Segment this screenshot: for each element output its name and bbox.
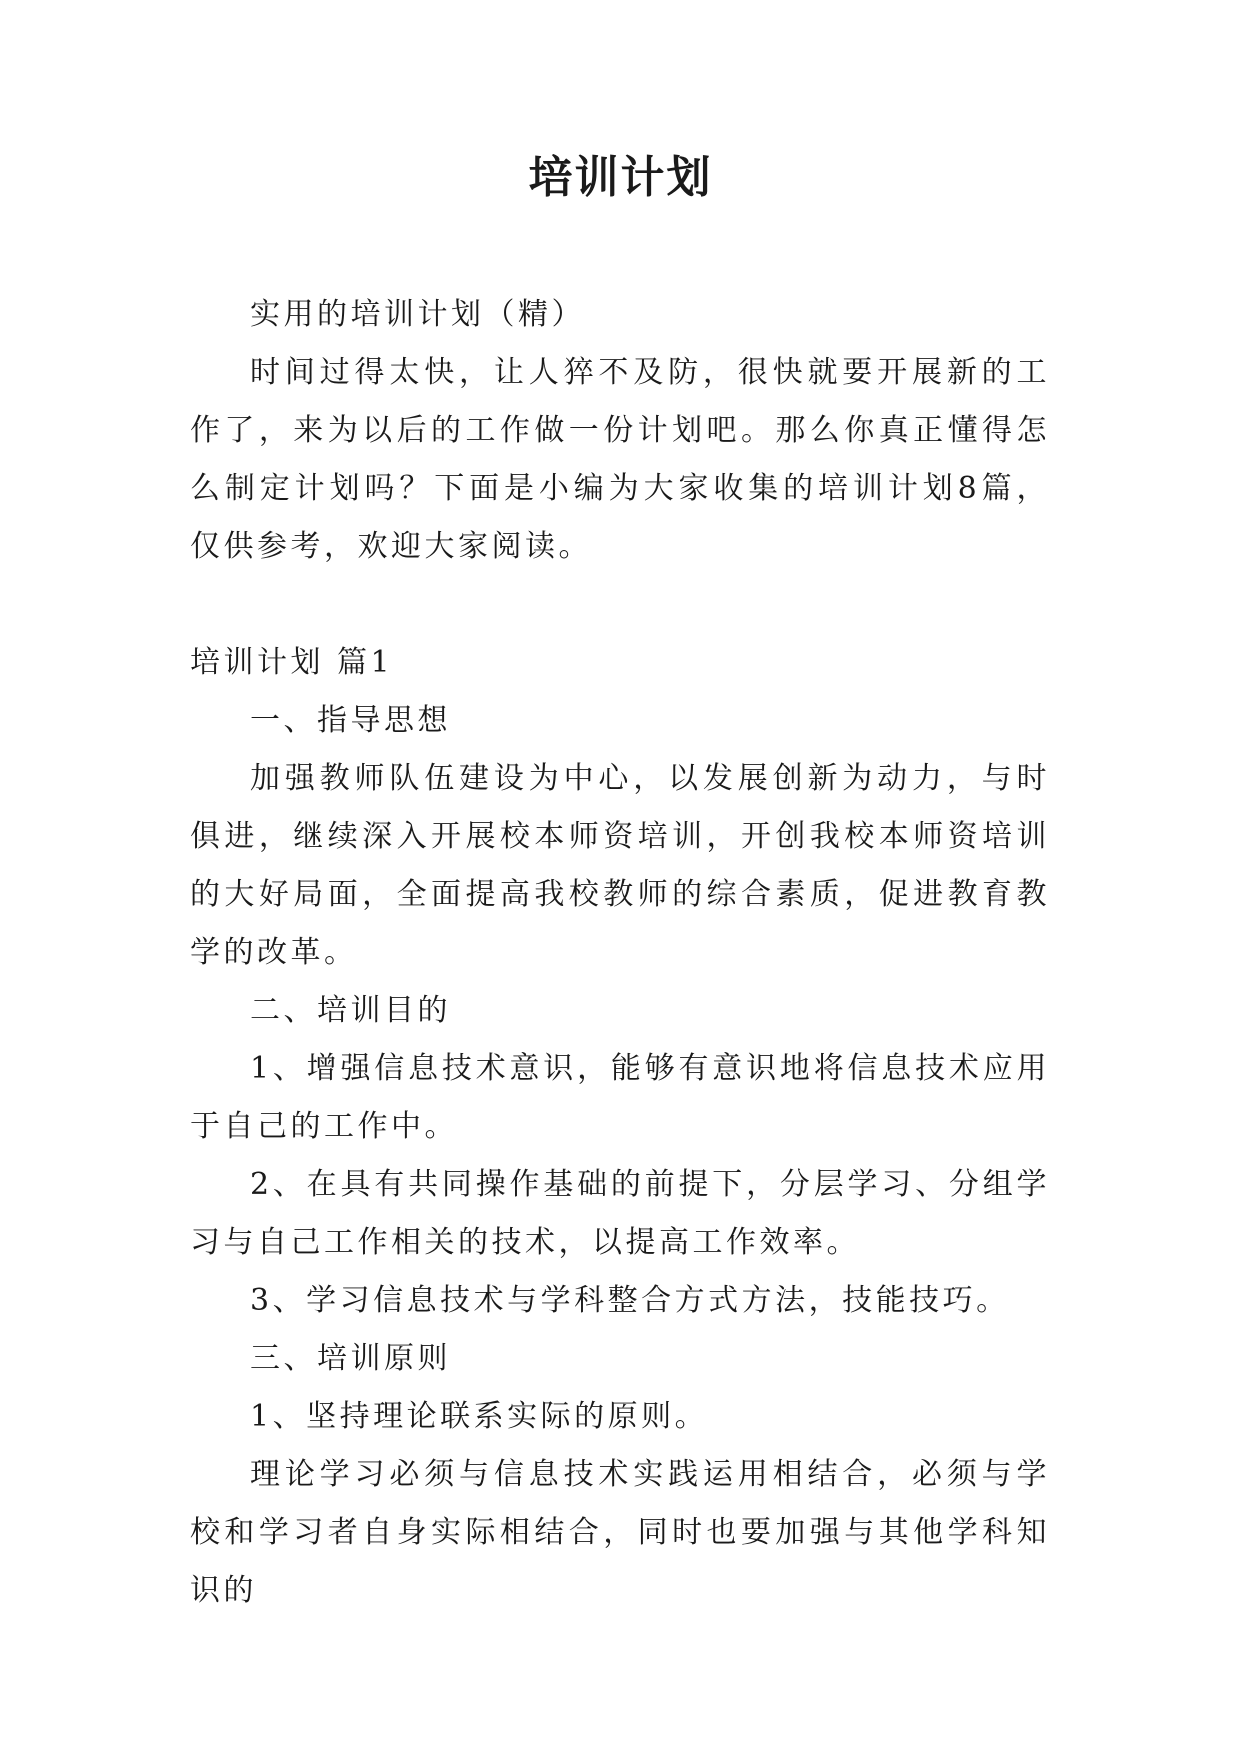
- body-paragraph: 加强教师队伍建设为中心，以发展创新为动力，与时俱进，继续深入开展校本师资培训，开创我校本师资培训的大好局面，全面提高我校教师的综合素质，促进教育教学的改革。: [190, 761, 1050, 970]
- body-paragraph: 1、增强信息技术意识，能够有意识地将信息技术应用于自己的工作中。: [190, 1051, 1050, 1144]
- body-paragraph: 2、在具有共同操作基础的前提下，分层学习、分组学习与自己工作相关的技术，以提高工作效率。: [190, 1167, 1050, 1260]
- body-paragraph: 理论学习必须与信息技术实践运用相结合，必须与学校和学习者自身实际相结合，同时也要加强与其他学科知识的: [190, 1457, 1050, 1608]
- body-paragraph: 3、学习信息技术与学科整合方式方法，技能技巧。: [250, 1283, 1010, 1318]
- heading-guiding-ideology: 一、指导思想: [250, 703, 451, 738]
- heading-training-purpose: 二、培训目的: [250, 993, 451, 1028]
- document-subtitle: 实用的培训计划（精）: [250, 297, 585, 332]
- body-paragraph: 1、坚持理论联系实际的原则。: [250, 1399, 709, 1434]
- heading-training-principles: 三、培训原则: [250, 1341, 451, 1376]
- document-body: [190, 286, 1050, 1620]
- intro-paragraph: 时间过得太快，让人猝不及防，很快就要开展新的工作了，来为以后的工作做一份计划吧。那么你真正懂得怎么制定计划吗？下面是小编为大家收集的培训计划8篇，仅供参考，欢迎大家阅读。: [190, 355, 1050, 564]
- section-heading: 培训计划 篇1: [190, 645, 394, 680]
- paragraph-gap: [190, 576, 1050, 634]
- document-title: 培训计划: [528, 152, 713, 203]
